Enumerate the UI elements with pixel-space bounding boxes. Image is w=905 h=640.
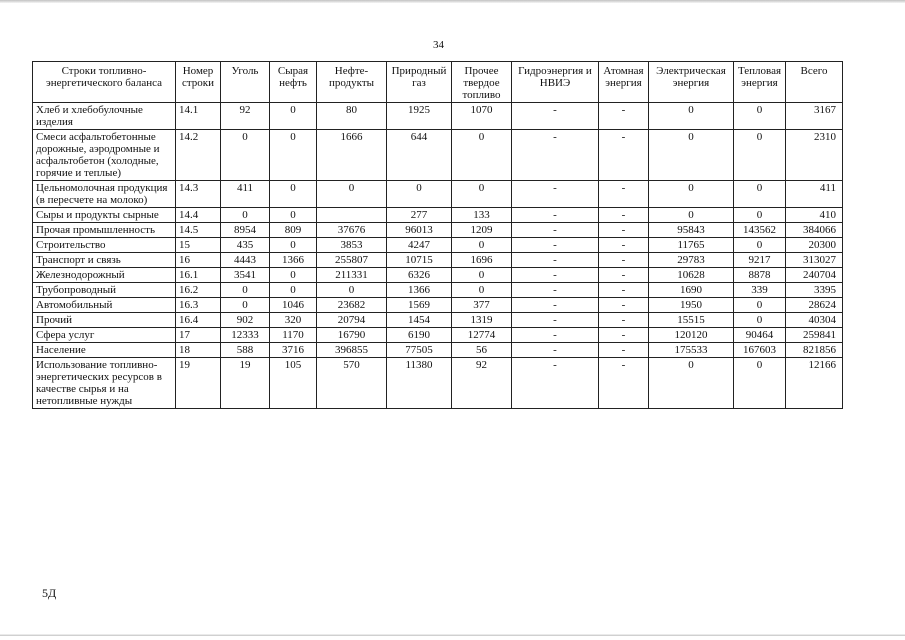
cell-electric: 11765	[649, 238, 734, 253]
cell-hydro-renewables: -	[512, 103, 599, 130]
cell-total: 3167	[786, 103, 843, 130]
cell-total: 410	[786, 208, 843, 223]
cell-heat: 143562	[734, 223, 786, 238]
cell-electric: 1950	[649, 298, 734, 313]
cell-hydro-renewables: -	[512, 328, 599, 343]
cell-heat: 339	[734, 283, 786, 298]
cell-hydro-renewables: -	[512, 253, 599, 268]
cell-heat: 0	[734, 208, 786, 223]
cell-total: 2310	[786, 130, 843, 181]
cell-total: 3395	[786, 283, 843, 298]
cell-natural-gas: 1569	[387, 298, 452, 313]
cell-petroleum-products: 0	[317, 283, 387, 298]
cell-electric: 175533	[649, 343, 734, 358]
col-header-heat: Тепловая энергия	[734, 62, 786, 103]
cell-crude-oil: 3716	[270, 343, 317, 358]
cell-other-solid-fuel: 1319	[452, 313, 512, 328]
cell-coal: 902	[221, 313, 270, 328]
cell-total: 313027	[786, 253, 843, 268]
cell-electric: 0	[649, 130, 734, 181]
cell-nuclear: -	[599, 358, 649, 409]
cell-total: 384066	[786, 223, 843, 238]
table-row	[33, 283, 843, 298]
cell-petroleum-products: 23682	[317, 298, 387, 313]
cell-nuclear: -	[599, 181, 649, 208]
corner-note: 5Д	[42, 586, 57, 600]
cell-natural-gas: 6190	[387, 328, 452, 343]
cell-hydro-renewables: -	[512, 358, 599, 409]
cell-coal: 588	[221, 343, 270, 358]
cell-natural-gas: 1454	[387, 313, 452, 328]
cell-coal: 435	[221, 238, 270, 253]
cell-total: 240704	[786, 268, 843, 283]
cell-nuclear: -	[599, 103, 649, 130]
row-line-number: 16.2	[176, 283, 221, 298]
cell-nuclear: -	[599, 253, 649, 268]
cell-nuclear: -	[599, 313, 649, 328]
cell-petroleum-products	[317, 208, 387, 223]
cell-nuclear: -	[599, 238, 649, 253]
row-line-number: 14.1	[176, 103, 221, 130]
cell-coal: 12333	[221, 328, 270, 343]
cell-nuclear: -	[599, 343, 649, 358]
cell-coal: 0	[221, 298, 270, 313]
cell-nuclear: -	[599, 268, 649, 283]
row-name: Транспорт и связь	[33, 253, 176, 268]
cell-nuclear: -	[599, 223, 649, 238]
table-row	[33, 268, 843, 283]
cell-electric: 95843	[649, 223, 734, 238]
cell-total: 20300	[786, 238, 843, 253]
cell-petroleum-products: 211331	[317, 268, 387, 283]
cell-electric: 0	[649, 208, 734, 223]
col-header-nuclear: Атомная энергия	[599, 62, 649, 103]
energy-balance-table	[32, 61, 843, 409]
cell-crude-oil: 0	[270, 103, 317, 130]
cell-electric: 10628	[649, 268, 734, 283]
cell-total: 12166	[786, 358, 843, 409]
cell-petroleum-products: 570	[317, 358, 387, 409]
row-name: Железнодорожный	[33, 268, 176, 283]
cell-crude-oil: 0	[270, 208, 317, 223]
cell-total: 40304	[786, 313, 843, 328]
row-line-number: 14.2	[176, 130, 221, 181]
cell-total: 821856	[786, 343, 843, 358]
cell-hydro-renewables: -	[512, 130, 599, 181]
row-name: Цельномолочная продукция (в пересчете на молоко)	[33, 181, 176, 208]
row-name: Сфера услуг	[33, 328, 176, 343]
scan-bottom-edge	[0, 634, 905, 636]
table-row	[33, 238, 843, 253]
table-row	[33, 328, 843, 343]
cell-heat: 0	[734, 103, 786, 130]
cell-other-solid-fuel: 0	[452, 130, 512, 181]
cell-electric: 1690	[649, 283, 734, 298]
row-name: Строительство	[33, 238, 176, 253]
cell-crude-oil: 0	[270, 238, 317, 253]
table-row	[33, 298, 843, 313]
cell-other-solid-fuel: 0	[452, 238, 512, 253]
col-header-electric: Электрическая энергия	[649, 62, 734, 103]
col-header-line-number: Номер строки	[176, 62, 221, 103]
cell-petroleum-products: 0	[317, 181, 387, 208]
cell-hydro-renewables: -	[512, 208, 599, 223]
cell-petroleum-products: 396855	[317, 343, 387, 358]
cell-nuclear: -	[599, 298, 649, 313]
table-header-row	[33, 62, 843, 103]
table-row	[33, 358, 843, 409]
cell-hydro-renewables: -	[512, 283, 599, 298]
cell-natural-gas: 6326	[387, 268, 452, 283]
cell-other-solid-fuel: 1209	[452, 223, 512, 238]
page-number: 34	[433, 39, 444, 51]
cell-petroleum-products: 37676	[317, 223, 387, 238]
cell-petroleum-products: 20794	[317, 313, 387, 328]
cell-natural-gas: 96013	[387, 223, 452, 238]
cell-heat: 0	[734, 238, 786, 253]
cell-other-solid-fuel: 0	[452, 181, 512, 208]
cell-hydro-renewables: -	[512, 181, 599, 208]
cell-electric: 29783	[649, 253, 734, 268]
cell-crude-oil: 320	[270, 313, 317, 328]
table-row	[33, 130, 843, 181]
cell-coal: 411	[221, 181, 270, 208]
cell-other-solid-fuel: 56	[452, 343, 512, 358]
cell-petroleum-products: 16790	[317, 328, 387, 343]
cell-coal: 92	[221, 103, 270, 130]
cell-coal: 0	[221, 130, 270, 181]
cell-crude-oil: 0	[270, 130, 317, 181]
cell-coal: 8954	[221, 223, 270, 238]
cell-natural-gas: 77505	[387, 343, 452, 358]
cell-coal: 0	[221, 208, 270, 223]
cell-heat: 0	[734, 181, 786, 208]
row-line-number: 14.4	[176, 208, 221, 223]
cell-electric: 0	[649, 358, 734, 409]
cell-heat: 0	[734, 130, 786, 181]
cell-natural-gas: 1366	[387, 283, 452, 298]
cell-natural-gas: 4247	[387, 238, 452, 253]
col-header-coal: Уголь	[221, 62, 270, 103]
row-name: Прочий	[33, 313, 176, 328]
cell-total: 259841	[786, 328, 843, 343]
col-header-petroleum-products: Нефте-продукты	[317, 62, 387, 103]
cell-other-solid-fuel: 12774	[452, 328, 512, 343]
cell-other-solid-fuel: 0	[452, 283, 512, 298]
table-row	[33, 253, 843, 268]
cell-nuclear: -	[599, 328, 649, 343]
cell-other-solid-fuel: 1696	[452, 253, 512, 268]
cell-electric: 120120	[649, 328, 734, 343]
cell-crude-oil: 809	[270, 223, 317, 238]
table-row	[33, 208, 843, 223]
row-line-number: 16.4	[176, 313, 221, 328]
cell-heat: 0	[734, 298, 786, 313]
table-row	[33, 223, 843, 238]
cell-hydro-renewables: -	[512, 343, 599, 358]
cell-petroleum-products: 80	[317, 103, 387, 130]
col-header-balance-lines: Строки топливно-энергетического баланса	[33, 62, 176, 103]
cell-crude-oil: 0	[270, 181, 317, 208]
cell-natural-gas: 1925	[387, 103, 452, 130]
cell-crude-oil: 1366	[270, 253, 317, 268]
cell-hydro-renewables: -	[512, 223, 599, 238]
cell-heat: 8878	[734, 268, 786, 283]
cell-crude-oil: 0	[270, 268, 317, 283]
cell-petroleum-products: 3853	[317, 238, 387, 253]
cell-electric: 15515	[649, 313, 734, 328]
cell-petroleum-products: 255807	[317, 253, 387, 268]
cell-hydro-renewables: -	[512, 298, 599, 313]
cell-total: 28624	[786, 298, 843, 313]
row-line-number: 16.1	[176, 268, 221, 283]
col-header-other-solid-fuel: Прочее твердое топливо	[452, 62, 512, 103]
row-name: Прочая промышленность	[33, 223, 176, 238]
row-name: Население	[33, 343, 176, 358]
table-row	[33, 181, 843, 208]
cell-coal: 3541	[221, 268, 270, 283]
row-name: Сыры и продукты сырные	[33, 208, 176, 223]
cell-heat: 167603	[734, 343, 786, 358]
cell-crude-oil: 105	[270, 358, 317, 409]
cell-petroleum-products: 1666	[317, 130, 387, 181]
table-row	[33, 313, 843, 328]
table-row	[33, 103, 843, 130]
table-row	[33, 343, 843, 358]
cell-natural-gas: 277	[387, 208, 452, 223]
cell-nuclear: -	[599, 130, 649, 181]
row-name: Автомобильный	[33, 298, 176, 313]
cell-natural-gas: 0	[387, 181, 452, 208]
cell-hydro-renewables: -	[512, 268, 599, 283]
row-name: Смеси асфальтобетонные дорожные, аэродромные и асфальтобетон (холодные, горячие и теплые)	[33, 130, 176, 181]
cell-natural-gas: 11380	[387, 358, 452, 409]
row-line-number: 17	[176, 328, 221, 343]
cell-electric: 0	[649, 103, 734, 130]
cell-other-solid-fuel: 377	[452, 298, 512, 313]
cell-total: 411	[786, 181, 843, 208]
cell-heat: 90464	[734, 328, 786, 343]
cell-natural-gas: 10715	[387, 253, 452, 268]
cell-hydro-renewables: -	[512, 313, 599, 328]
row-line-number: 18	[176, 343, 221, 358]
col-header-hydro-renewables: Гидроэнергия и НВИЭ	[512, 62, 599, 103]
scan-top-edge	[0, 0, 905, 3]
cell-electric: 0	[649, 181, 734, 208]
cell-other-solid-fuel: 133	[452, 208, 512, 223]
row-line-number: 19	[176, 358, 221, 409]
col-header-natural-gas: Природный газ	[387, 62, 452, 103]
col-header-total: Всего	[786, 62, 843, 103]
cell-crude-oil: 1046	[270, 298, 317, 313]
cell-heat: 0	[734, 358, 786, 409]
cell-other-solid-fuel: 92	[452, 358, 512, 409]
cell-other-solid-fuel: 0	[452, 268, 512, 283]
cell-nuclear: -	[599, 208, 649, 223]
row-name: Хлеб и хлебобулочные изделия	[33, 103, 176, 130]
row-line-number: 16.3	[176, 298, 221, 313]
cell-heat: 9217	[734, 253, 786, 268]
row-line-number: 16	[176, 253, 221, 268]
row-name: Трубопроводный	[33, 283, 176, 298]
cell-coal: 4443	[221, 253, 270, 268]
row-line-number: 14.5	[176, 223, 221, 238]
cell-hydro-renewables: -	[512, 238, 599, 253]
cell-other-solid-fuel: 1070	[452, 103, 512, 130]
cell-coal: 19	[221, 358, 270, 409]
cell-crude-oil: 0	[270, 283, 317, 298]
cell-coal: 0	[221, 283, 270, 298]
cell-heat: 0	[734, 313, 786, 328]
cell-crude-oil: 1170	[270, 328, 317, 343]
row-line-number: 14.3	[176, 181, 221, 208]
row-line-number: 15	[176, 238, 221, 253]
row-name: Использование топливно-энергетических ресурсов в качестве сырья и на нетопливные нужды	[33, 358, 176, 409]
cell-nuclear: -	[599, 283, 649, 298]
cell-natural-gas: 644	[387, 130, 452, 181]
col-header-crude-oil: Сырая нефть	[270, 62, 317, 103]
